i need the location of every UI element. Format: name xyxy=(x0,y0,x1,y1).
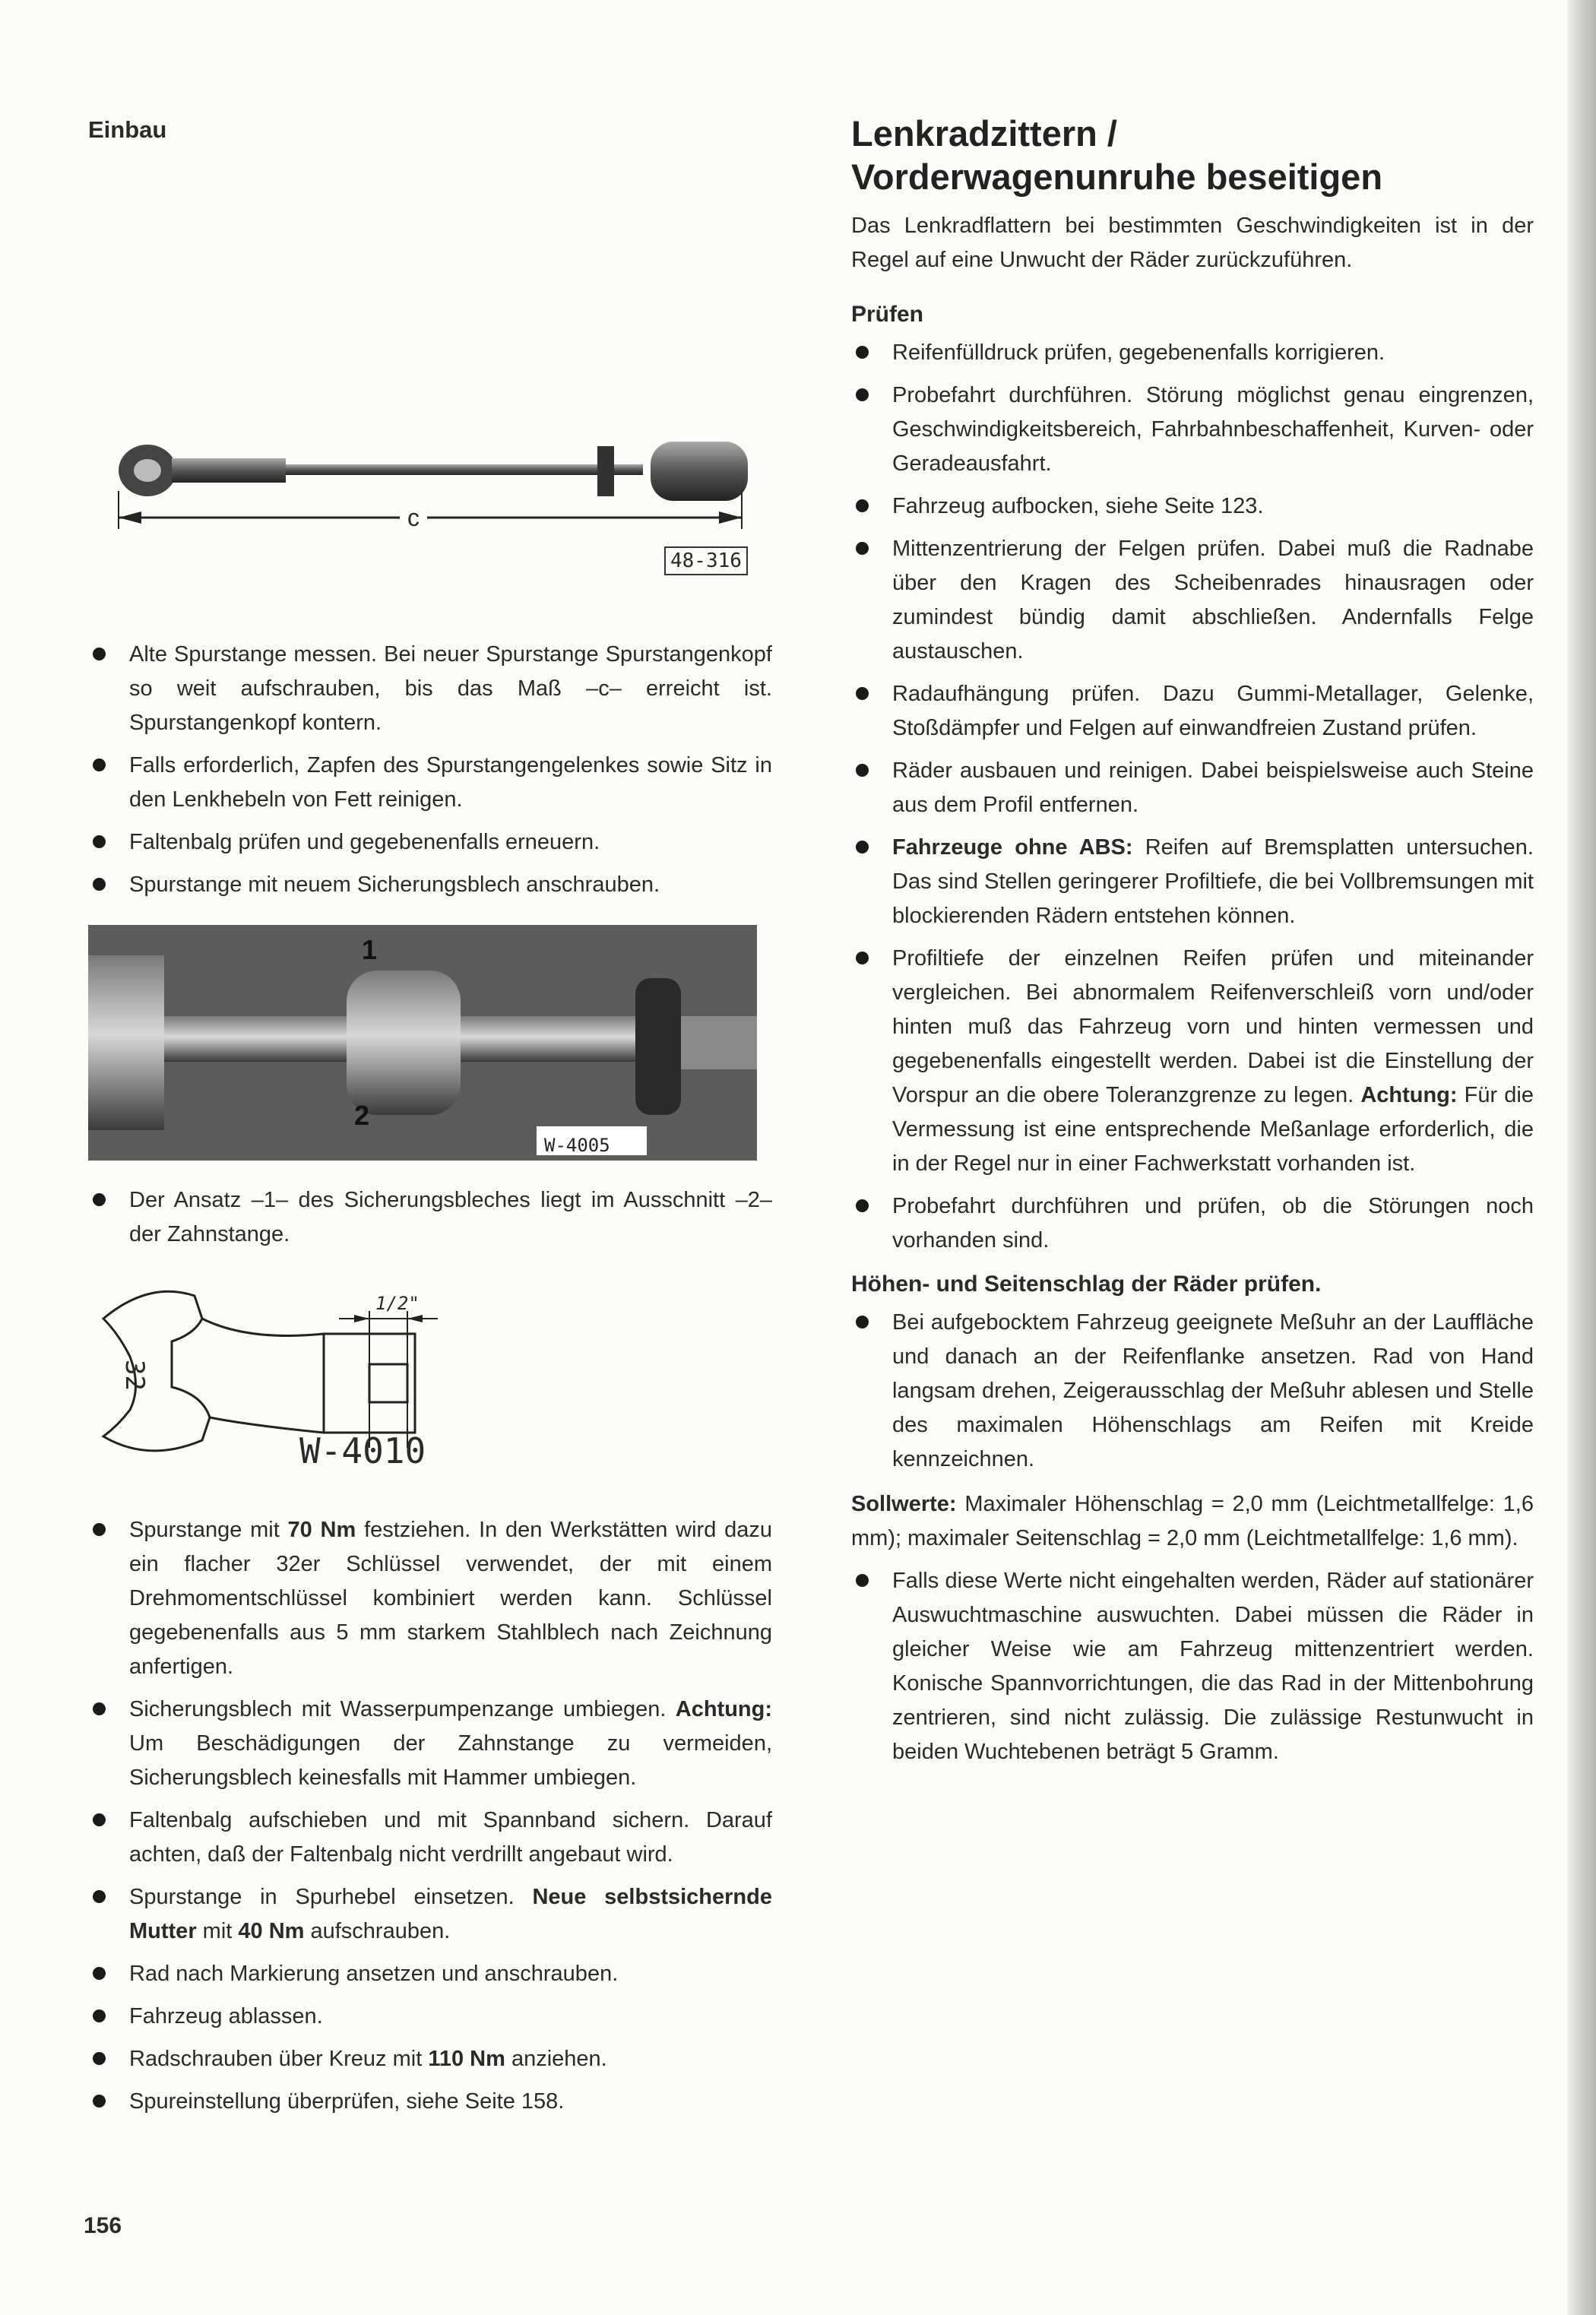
figure-tag-w-4010: W-4010 xyxy=(299,1430,426,1471)
rubber-boot xyxy=(651,442,748,501)
inner-joint xyxy=(347,971,461,1115)
bullet-lower-vehicle: Fahrzeug ablassen. xyxy=(88,2000,772,2034)
section-label-einbau: Einbau xyxy=(88,116,167,143)
left-column xyxy=(88,112,772,2119)
check-suspension: Radaufhängung prüfen. Dazu Gummi-Metallager, Gelenke, Stoßdämpfer und Felgen auf einwandfreien Zustand prüfen. xyxy=(851,677,1534,746)
tie-rod-shaft-photo xyxy=(461,1016,635,1062)
dimension-label-c: c xyxy=(407,504,420,531)
bullet-insert-tie-rod: Spurstange in Spurhebel einsetzen. Neue selbstsichernde Mutter mit 40 Nm aufschrauben. xyxy=(88,1880,772,1949)
lock-plate-illustration xyxy=(88,925,757,1161)
check-final-drive: Probefahrt durchführen und prüfen, ob die Störungen noch vorhanden sind. xyxy=(851,1189,1534,1258)
check-no-abs: Fahrzeuge ohne ABS: Reifen auf Bremsplatten untersuchen. Das sind Stellen geringerer Profiltiefe, die bei Vollbremsungen mit blockierenden Rädern entstehen können. xyxy=(851,831,1534,933)
bullet-wheel-bolts: Radschrauben über Kreuz mit 110 Nm anziehen. xyxy=(88,2042,772,2076)
heading-pruefen: Prüfen xyxy=(851,302,924,327)
callout-1: 1 xyxy=(362,934,378,965)
callout-2: 2 xyxy=(354,1100,370,1131)
page-number: 156 xyxy=(84,2213,122,2238)
wrench-size-label: 32 xyxy=(119,1360,150,1391)
torque-40nm: 40 Nm xyxy=(238,1919,305,1943)
boot-clamp xyxy=(597,446,614,496)
tie-rod-end xyxy=(172,458,286,483)
check-jack-up: Fahrzeug aufbocken, siehe Seite 123. xyxy=(851,489,1534,524)
check-remove-wheels: Räder ausbauen und reinigen. Dabei beispielsweise auch Steine aus dem Profil entfernen. xyxy=(851,754,1534,822)
bullet-mount-wheel: Rad nach Markierung ansetzen und anschrauben. xyxy=(88,1957,772,1991)
rack-shaft xyxy=(164,1016,362,1062)
bullet-lock-plate: Der Ansatz –1– des Sicherungsbleches liegt im Ausschnitt –2– der Zahnstange. xyxy=(88,1183,772,1252)
wrench-drawing-figure xyxy=(88,1273,772,1500)
title-line-2: Vorderwagenunruhe beseitigen xyxy=(851,157,1383,197)
check-tread-depth: Profiltiefe der einzelnen Reifen prüfen und miteinander vergleichen. Bei abnormalem Reifenverschleiß vorn und/oder hinten muß das Fahrzeug vorn und hinten vermessen und gegebenenfalls eingestellt werden. Dabei ist die Einstellung der Vorspur an die obere Toleranzgrenze zu legen. Achtung: Für die Vermessung ist eine entsprechende Meßanlage erforderlich, die in der Regel nur in einer Fachwerkstatt vorhanden ist. xyxy=(851,942,1534,1181)
title-line-1: Lenkradzittern / xyxy=(851,113,1117,154)
wrench-drawing xyxy=(88,1273,772,1500)
figure-tag-w-4005: W-4005 xyxy=(544,1135,610,1156)
bullet-check-alignment: Spureinstellung überprüfen, siehe Seite 158. xyxy=(88,2085,772,2119)
rack-housing xyxy=(88,955,164,1130)
bullet-mount-tie-rod: Spurstange mit neuem Sicherungsblech anschrauben. xyxy=(88,868,772,902)
torque-110nm: 110 Nm xyxy=(428,2047,505,2071)
bullet-check-boot: Faltenbalg prüfen und gegebenenfalls erneuern. xyxy=(88,825,772,860)
check-tire-pressure: Reifenfülldruck prüfen, gegebenenfalls korrigieren. xyxy=(851,336,1534,370)
lock-plate-photo xyxy=(88,925,757,1161)
balancing-instructions: Falls diese Werte nicht eingehalten werden, Räder auf stationärer Auswuchtmaschine auswuchten. Dabei müssen die Räder in gleicher Weise wie am Fahrzeug mittenzentriert werden. Konische Spannvorrichtungen, die das Rad in der Mittenbohrung zentrieren, sind nicht zulässig. Die zulässige Restunwucht in beiden Wuchtebenen beträgt 5 Gramm. xyxy=(851,1564,1534,1769)
wrench-neck-outline xyxy=(202,1319,324,1433)
check-rim-centering: Mittenzentrierung der Felgen prüfen. Dabei muß die Radnabe über den Kragen des Scheibenrades hinausragen oder zumindest bündig damit abschließen. Andernfalls Felge austauschen. xyxy=(851,532,1534,669)
page-title xyxy=(851,112,1534,198)
intro-paragraph: Das Lenkradflattern bei bestimmten Geschwindigkeiten ist in der Regel auf eine Unwucht der Räder zurückzuführen. xyxy=(851,214,1534,272)
check-test-drive: Probefahrt durchführen. Störung möglichst genau eingrenzen, Geschwindigkeitsbereich, Fahrbahnbeschaffenheit, Kurven- oder Geradeausfahrt. xyxy=(851,378,1534,481)
tie-rod-figure xyxy=(88,426,772,630)
bullet-clean-joint: Falls erforderlich, Zapfen des Spurstangengelenkes sowie Sitz in den Lenkhebeln von Fett reinigen. xyxy=(88,749,772,817)
bullet-fit-boot: Faltenbalg aufschieben und mit Spannband sichern. Darauf achten, daß der Faltenbalg nicht verdrillt angebaut wird. xyxy=(88,1804,772,1872)
half-inch-label: 1/2" xyxy=(375,1293,420,1314)
bullet-bend-lock-plate: Sicherungsblech mit Wasserpumpenzange umbiegen. Achtung: Um Beschädigungen der Zahnstange zu vermeiden, Sicherungsblech keinesfalls mit Hammer umbiegen. xyxy=(88,1693,772,1795)
bullet-measure-tie-rod: Alte Spurstange messen. Bei neuer Spurstange Spurstangenkopf so weit aufschrauben, bis das Maß –c– erreicht ist. Spurstangenkopf kontern. xyxy=(88,638,772,740)
page-edge-shadow xyxy=(1567,0,1596,2315)
heading-runout: Höhen- und Seitenschlag der Räder prüfen. xyxy=(851,1272,1322,1297)
figure-tag-48-316: 48-316 xyxy=(664,546,748,575)
sollwerte-paragraph: Sollwerte: Maximaler Höhenschlag = 2,0 mm (Leichtmetallfelge: 1,6 mm); maximaler Seitenschlag = 2,0 mm (Leichtmetallfelge: 1,6 mm). xyxy=(851,1492,1534,1550)
ball-joint-eye xyxy=(134,459,161,482)
runout-instructions: Bei aufgebocktem Fahrzeug geeignete Meßuhr an der Lauffläche und danach an der Reifenflanke ansetzen. Rad von Hand langsam drehen, Zeigerausschlag der Meßuhr ablesen und Stelle des maximalen Höhenschlags am Reifen mit Kreide kennzeichnen. xyxy=(851,1306,1534,1477)
warning-achtung: Achtung: xyxy=(675,1697,772,1721)
tie-rod-shaft xyxy=(286,464,643,475)
bullet-torque-tie-rod: Spurstange mit 70 Nm festziehen. In den Werkstätten wird dazu ein flacher 32er Schlüssel verwendet, der mit einem Drehmomentschlüssel kombiniert werden kann. Schlüssel gegebenenfalls aus 5 mm starkem Stahlblech nach Zeichnung anfertigen. xyxy=(88,1513,772,1684)
right-column xyxy=(851,113,1534,1769)
boot-photo xyxy=(635,978,681,1115)
tie-rod-illustration xyxy=(88,426,772,630)
torque-70nm: 70 Nm xyxy=(287,1518,356,1542)
